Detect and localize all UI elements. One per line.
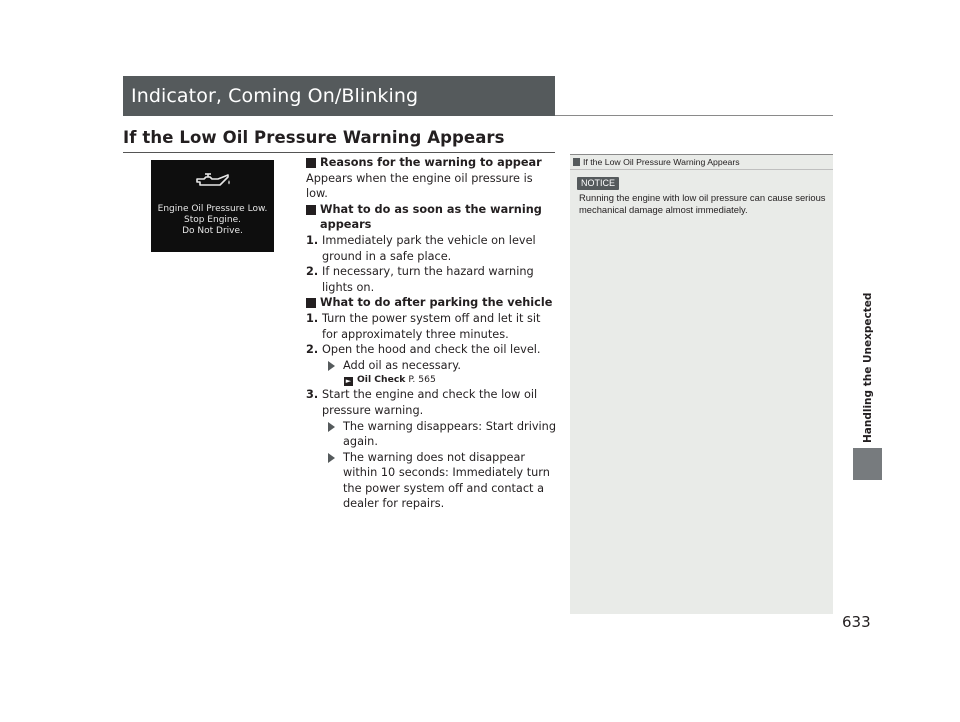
list-item: 1. Turn the power system off and let it sit for approximately three minutes.	[306, 311, 541, 341]
list-item: 2. If necessary, turn the hazard warning lights on.	[306, 265, 534, 294]
reasons-text: Appears when the engine oil pressure is low.	[306, 171, 533, 201]
square-bullet-icon	[306, 205, 316, 215]
reasons-heading: Reasons for the warning to appear	[306, 155, 556, 171]
notice-text: Running the engine with low oil pressure can cause serious mechanical damage almost immediately.	[579, 192, 826, 216]
reference-arrow-icon: ►	[345, 377, 352, 386]
triangle-bullet-icon	[328, 453, 335, 463]
warning-display-image	[151, 160, 274, 252]
after-parking-heading: What to do after parking the vehicle	[306, 295, 556, 311]
title-divider	[123, 152, 555, 153]
list-item: 1. Immediately park the vehicle on level ground in a safe place.	[306, 233, 536, 263]
side-note-top-divider	[570, 154, 833, 155]
section-header: Indicator, Coming On/Blinking	[123, 76, 555, 116]
display-line-3: Do Not Drive.	[182, 226, 243, 236]
chapter-tab-label: Handling the Unexpected	[862, 292, 874, 443]
square-bullet-icon	[306, 298, 316, 308]
side-note-title-divider	[570, 169, 833, 170]
main-instructions	[306, 155, 556, 512]
sub-item-result-ok: The warning disappears: Start driving again.	[306, 419, 556, 450]
triangle-bullet-icon	[328, 422, 335, 432]
note-marker-icon	[573, 158, 580, 166]
chapter-tab	[853, 448, 882, 480]
square-bullet-icon	[306, 158, 316, 168]
triangle-bullet-icon	[328, 361, 335, 371]
side-note-title: If the Low Oil Pressure Warning Appears	[573, 157, 740, 167]
page-title: If the Low Oil Pressure Warning Appears	[123, 128, 505, 147]
section-divider	[555, 115, 833, 116]
sub-item-result-fail: The warning does not disappear within 10 seconds: Immediately turn the power system off and contact a dealer for repairs.	[306, 450, 556, 512]
oil-can-icon	[194, 172, 232, 192]
oil-check-reference-link[interactable]	[306, 373, 556, 387]
what-to-do-heading: What to do as soon as the warning appears	[306, 202, 556, 233]
display-line-2: Stop Engine.	[183, 215, 242, 225]
list-item: 2. Open the hood and check the oil level.	[306, 343, 541, 357]
notice-badge: NOTICE	[577, 177, 619, 190]
page-number: 633	[842, 613, 871, 631]
reference-title: Oil Check	[357, 374, 406, 386]
display-line-1: Engine Oil Pressure Low.	[157, 204, 268, 214]
reference-page: P. 565	[408, 374, 436, 386]
list-item: 3. Start the engine and check the low oil pressure warning.	[306, 388, 538, 417]
side-note-panel	[570, 154, 833, 614]
sub-item-add-oil: Add oil as necessary.	[306, 358, 556, 374]
